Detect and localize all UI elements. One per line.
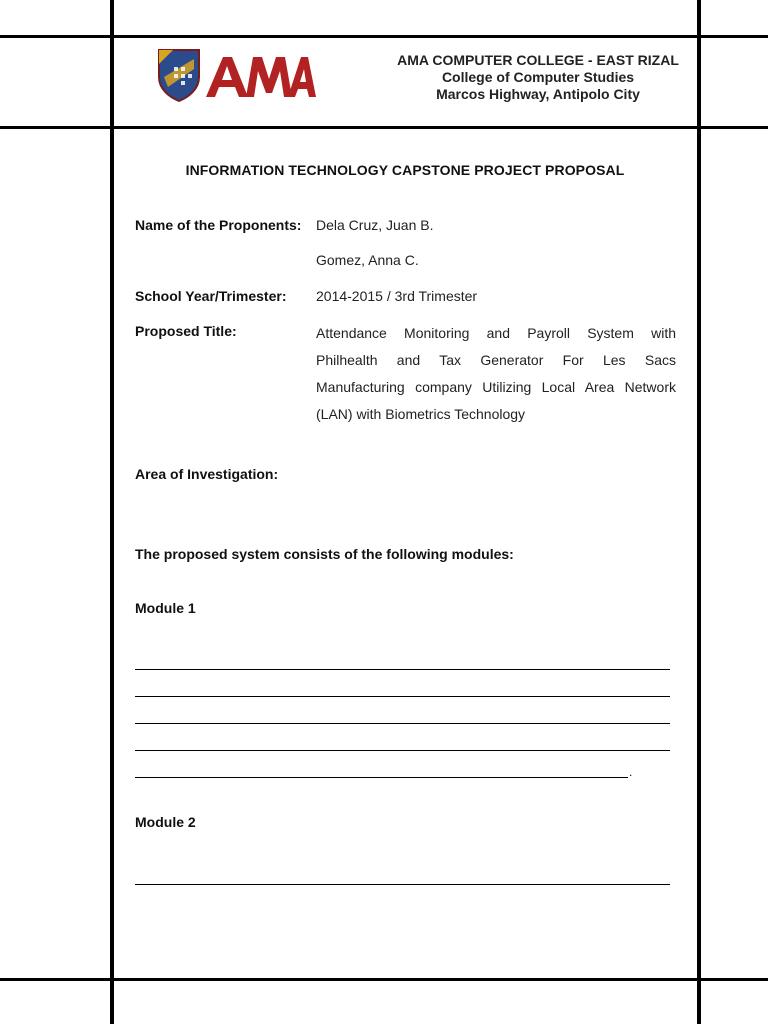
- ama-logo: [156, 47, 316, 105]
- frame-top-rule: [0, 35, 768, 38]
- school-year-label: School Year/Trimester:: [135, 288, 287, 304]
- college-header: [388, 52, 688, 103]
- frame-left-border: [110, 0, 114, 1024]
- proposed-title-line: (LAN) with Biometrics Technology: [316, 406, 526, 422]
- proposed-title-label: Proposed Title:: [135, 323, 237, 339]
- frame-right-border: [697, 0, 701, 1024]
- document-title: INFORMATION TECHNOLOGY CAPSTONE PROJECT PROPOSAL: [185, 162, 625, 178]
- modules-intro: The proposed system consists of the following modules:: [135, 546, 514, 562]
- college-name: AMA COMPUTER COLLEGE - EAST RIZAL: [397, 52, 679, 68]
- proposed-title-value: [316, 320, 676, 428]
- college-address: Marcos Highway, Antipolo City: [436, 86, 640, 102]
- module-2-blank-line: [135, 883, 670, 885]
- proponent-1: Dela Cruz, Juan B.: [316, 217, 434, 233]
- department-name: College of Computer Studies: [441, 69, 635, 85]
- proposed-title-line: Attendance Monitoring and Payroll System with: [316, 325, 676, 341]
- module-1-blank-line: [135, 749, 670, 751]
- ama-shield-icon: [156, 47, 316, 105]
- module-1-blank-line: [135, 722, 670, 724]
- proposed-title-line: Philhealth and Tax Generator For Les Sacs: [316, 352, 676, 368]
- module-1-label: Module 1: [135, 600, 196, 616]
- proponent-2: Gomez, Anna C.: [316, 252, 419, 268]
- module-1-blank-line: [135, 776, 628, 778]
- module-2-label: Module 2: [135, 814, 196, 830]
- module-1-blank-line: [135, 668, 670, 670]
- module-1-end-period: .: [629, 765, 633, 779]
- proponents-label: Name of the Proponents:: [135, 217, 302, 233]
- area-of-investigation-label: Area of Investigation:: [135, 466, 279, 482]
- school-year-value: 2014-2015 / 3rd Trimester: [316, 288, 478, 304]
- frame-bottom-rule: [0, 978, 768, 981]
- module-1-blank-line: [135, 695, 670, 697]
- proposed-title-line: Manufacturing company Utilizing Local Area Network: [316, 379, 676, 395]
- frame-header-rule: [0, 126, 768, 129]
